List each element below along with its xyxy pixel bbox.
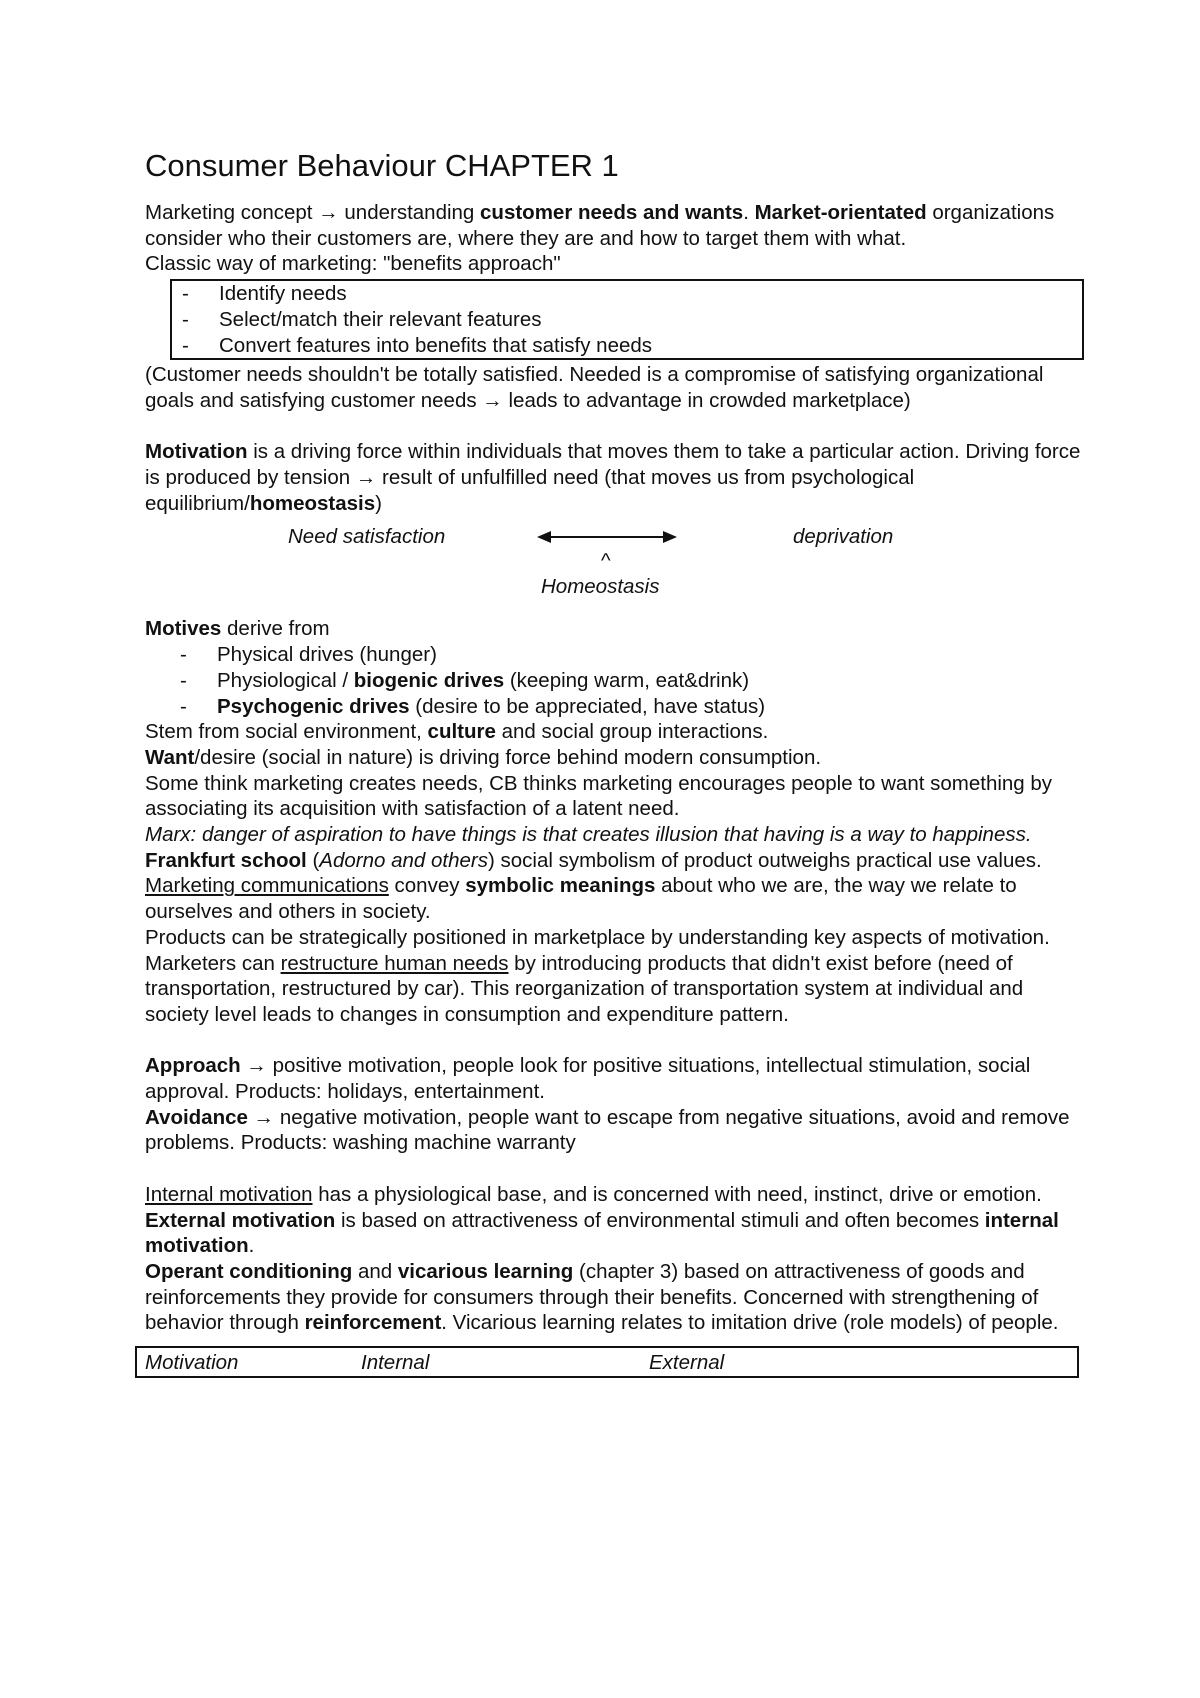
bullet-dash: -	[180, 668, 187, 692]
text: is a driving force within individuals that moves them to take a particular action. Driving force is produced by tension → result of unfulfilled need (that moves us from psychological equilibrium/	[145, 440, 1081, 515]
table-header-cell: Motivation	[145, 1351, 239, 1375]
bold-text: symbolic meanings	[465, 874, 656, 898]
text: /desire (social in nature) is driving force behind modern consumption.	[194, 745, 822, 769]
text: Marketers can	[145, 951, 281, 975]
text: has a physiological base, and is concerned with need, instinct, drive or emotion.	[312, 1182, 1042, 1206]
bullet-dash: -	[180, 694, 187, 718]
text: Stem from social environment,	[145, 720, 428, 744]
bullet-dash: -	[182, 282, 189, 306]
paragraph-compromise: (Customer needs shouldn't be totally satisfied. Needed is a compromise of satisfying organizational goals and satisfying customer needs → leads to advantage in crowded marketplace)	[145, 363, 1044, 412]
bold-text: Approach	[145, 1054, 241, 1078]
document-body	[145, 140, 1085, 1378]
paragraph-want	[145, 745, 1085, 771]
text: convey	[388, 874, 466, 898]
text: by introducing products that didn't exist before (need of transportation, restructured by car). This reorganization of transportation system at individual and society level leads to changes in consumption and expenditure pattern.	[145, 951, 1024, 1026]
text: .	[248, 1234, 255, 1258]
caret-mark: ^	[601, 549, 611, 573]
list-item	[182, 333, 1082, 359]
benefits-box	[170, 279, 1084, 360]
text: ) social symbolism of product outweighs practical use values.	[487, 848, 1042, 872]
bold-text: Market-orientated	[754, 201, 927, 224]
double-arrow-icon	[537, 524, 677, 550]
bold-text: vicarious learning	[397, 1259, 574, 1283]
bold-text: biogenic drives	[353, 668, 505, 692]
paragraph-some-think: Some think marketing creates needs, CB thinks marketing encourages people to want something by associating its acquisition with satisfaction of a latent need.	[145, 771, 1053, 821]
diagram-right-label: deprivation	[793, 525, 894, 549]
underlined-text: restructure human needs	[280, 951, 509, 975]
motives-list	[145, 642, 1085, 719]
diagram-left-label: Need satisfaction	[288, 525, 446, 549]
text: → positive motivation, people look for positive situations, intellectual stimulation, social approval. Products: holidays, entertainment.	[145, 1054, 1031, 1104]
bold-text: Frankfurt school	[145, 848, 307, 872]
bold-text: Motivation	[145, 440, 248, 464]
text: → negative motivation, people want to escape from negative situations, avoid and remove problems. Products: washing machine warranty	[145, 1105, 1070, 1155]
text: (	[306, 848, 320, 872]
text: (desire to be appreciated, have status)	[409, 694, 766, 718]
paragraph-marx	[145, 822, 1085, 848]
text: (keeping warm, eat&drink)	[504, 668, 750, 692]
homeostasis-diagram	[145, 516, 1085, 616]
list-item	[182, 307, 1082, 333]
paragraph-products: Products can be strategically positioned in marketplace by understanding key aspects of motivation.	[145, 925, 1050, 949]
table-header-cell: Internal	[361, 1351, 430, 1375]
paragraph-approach	[145, 1053, 1085, 1104]
page-title: Consumer Behaviour CHAPTER 1	[145, 148, 619, 183]
bold-text: Want	[145, 745, 195, 769]
bold-text: reinforcement	[304, 1311, 442, 1335]
text: . Vicarious learning relates to imitation drive (role models) of people.	[441, 1311, 1059, 1335]
bullet-dash: -	[182, 333, 189, 357]
text: )	[375, 491, 382, 515]
table-header-cell: External	[649, 1351, 725, 1375]
bold-text: External motivation	[145, 1208, 336, 1232]
paragraph-marketing-concept	[145, 200, 1085, 251]
text: organizations consider who their customers are, where they are and how to target them with what.	[145, 201, 1055, 250]
list-item-text	[217, 668, 749, 694]
blank-line	[145, 1156, 1085, 1182]
text: Marketing concept → understanding	[145, 201, 481, 224]
bullet-dash: -	[182, 307, 189, 331]
italic-text: Marx: danger of aspiration to have things is that creates illusion that having is a way to happiness.	[145, 823, 1032, 847]
text: derive from	[221, 617, 330, 641]
text: and	[352, 1259, 398, 1283]
text: Physiological /	[217, 668, 354, 692]
text: is based on attractiveness of environmental stimuli and often becomes	[335, 1208, 985, 1232]
list-item	[180, 694, 1085, 720]
bold-text: Motives	[145, 617, 222, 641]
list-item-text	[217, 694, 765, 720]
list-item	[182, 281, 1082, 307]
paragraph-marketers	[145, 951, 1085, 1028]
bold-text: culture	[427, 720, 496, 744]
blank-line	[145, 1028, 1085, 1054]
paragraph-internal-motivation	[145, 1182, 1085, 1259]
text: .	[743, 201, 755, 224]
paragraph-stem	[145, 719, 1085, 745]
italic-text: Adorno and others	[319, 848, 488, 872]
underlined-text: Internal motivation	[145, 1182, 313, 1206]
list-item	[180, 642, 1085, 668]
list-item-text: Physical drives (hunger)	[217, 643, 437, 667]
blank-line	[145, 414, 1085, 440]
bold-text: customer needs and wants	[480, 201, 744, 224]
text: about who we are, the way we relate to ourselves and others in society.	[145, 874, 1017, 924]
bullet-dash: -	[180, 643, 187, 667]
bold-text: Avoidance	[145, 1105, 248, 1129]
list-item-text: Convert features into benefits that satisfy needs	[219, 333, 653, 357]
bold-text: internal motivation	[145, 1208, 1059, 1258]
list-item	[180, 668, 1085, 694]
paragraph-motives	[145, 616, 1085, 642]
text: and social group interactions.	[495, 720, 769, 744]
list-item-text: Select/match their relevant features	[219, 307, 542, 331]
text: (chapter 3) based on attractiveness of goods and reinforcements they provide for consumers through their benefits. Concerned with strengthening of behavior through	[145, 1259, 1039, 1335]
paragraph-avoidance	[145, 1105, 1085, 1156]
bold-text: homeostasis	[249, 491, 376, 515]
diagram-bottom-label: Homeostasis	[541, 575, 660, 599]
bold-text: Operant conditioning	[145, 1259, 353, 1283]
paragraph-frankfurt	[145, 848, 1085, 925]
paragraph-motivation	[145, 439, 1085, 516]
bold-text: Psychogenic drives	[217, 694, 410, 718]
list-item-text: Identify needs	[219, 282, 347, 306]
motivation-table-header	[135, 1346, 1079, 1378]
paragraph-classic-way: Classic way of marketing: "benefits approach"	[145, 252, 561, 276]
underlined-text: Marketing communications	[145, 874, 389, 898]
paragraph-operant	[145, 1259, 1085, 1336]
